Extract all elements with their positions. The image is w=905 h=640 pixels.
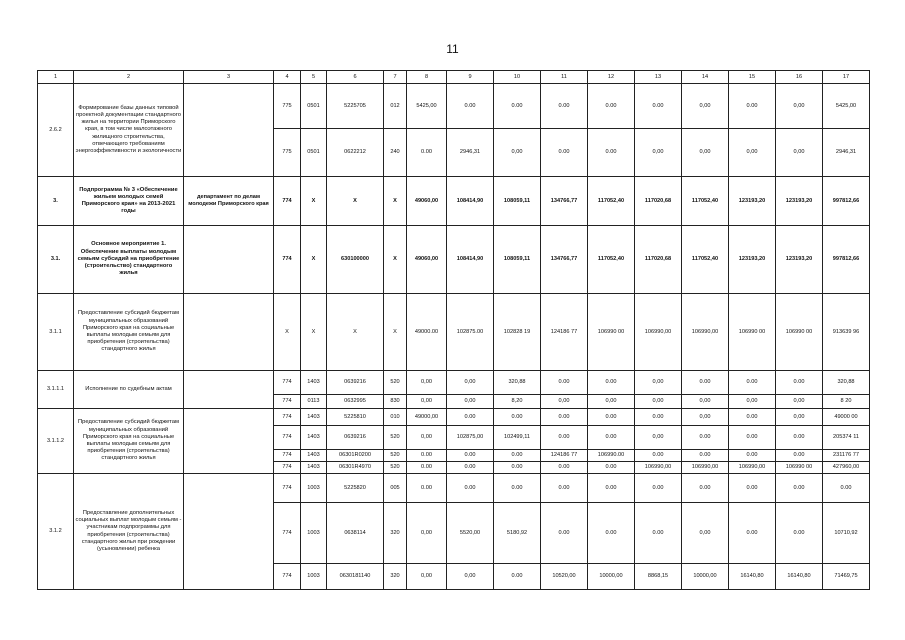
column-header: 4 <box>274 71 301 84</box>
table-cell: 0.00 <box>447 84 494 129</box>
table-cell: 0,00 <box>635 395 682 409</box>
table-cell: 102875,00 <box>447 426 494 450</box>
table-cell: 012 <box>384 84 407 129</box>
table-row <box>38 177 870 226</box>
table-row <box>38 371 870 395</box>
table-row <box>38 474 870 503</box>
table-cell: 10710,92 <box>823 503 870 564</box>
table-cell: 775 <box>274 84 301 129</box>
table-cell: 0.00 <box>541 409 588 426</box>
column-header: 11 <box>541 71 588 84</box>
table-cell: 0.00 <box>776 474 823 503</box>
table-cell: 0.00 <box>776 503 823 564</box>
table-cell: 0.00 <box>541 84 588 129</box>
table-cell: 0,00 <box>447 395 494 409</box>
table-row <box>38 294 870 371</box>
table-cell: 0.00 <box>541 462 588 474</box>
table-cell: 0.00 <box>729 409 776 426</box>
table-cell: 0.00 <box>494 564 541 590</box>
table-cell: 102875.00 <box>447 294 494 371</box>
table-cell: 0.00 <box>729 84 776 129</box>
table-cell: 0,00 <box>494 129 541 177</box>
page-number: 11 <box>446 42 459 56</box>
row-number: 3.1. <box>38 226 74 294</box>
table-cell: 0.00 <box>447 462 494 474</box>
table-cell: 0,00 <box>682 409 729 426</box>
table-cell: 0622212 <box>327 129 384 177</box>
table-cell: 774 <box>274 564 301 590</box>
table-cell: 0.00 <box>635 474 682 503</box>
row-department <box>184 474 274 590</box>
table-cell: 774 <box>274 426 301 450</box>
row-number: 2.6.2 <box>38 84 74 177</box>
table-cell: 0,00 <box>729 129 776 177</box>
table-cell: 0,00 <box>407 503 447 564</box>
table-cell: X <box>384 294 407 371</box>
table-cell: 06301R0200 <box>327 450 384 462</box>
budget-table-body <box>38 71 870 590</box>
table-cell: 106990.00 <box>588 450 635 462</box>
table-cell: 0.00 <box>541 474 588 503</box>
table-cell: 49060,00 <box>407 226 447 294</box>
column-header: 17 <box>823 71 870 84</box>
table-cell: 0,00 <box>635 426 682 450</box>
table-cell: 5225820 <box>327 474 384 503</box>
table-cell: 0.00 <box>729 474 776 503</box>
table-cell: 123193,20 <box>729 226 776 294</box>
table-cell: 520 <box>384 371 407 395</box>
table-cell: 2946,31 <box>823 129 870 177</box>
table-cell: 520 <box>384 450 407 462</box>
table-cell: 5180,92 <box>494 503 541 564</box>
table-cell: 0,00 <box>447 371 494 395</box>
table-cell: 0,00 <box>682 503 729 564</box>
row-number: 3.1.1 <box>38 294 74 371</box>
table-cell: 320,88 <box>823 371 870 395</box>
table-cell: 0.00 <box>588 129 635 177</box>
column-header: 8 <box>407 71 447 84</box>
table-cell: 0.00 <box>635 409 682 426</box>
table-cell: 106990,00 <box>729 462 776 474</box>
table-cell: 106990,00 <box>682 462 729 474</box>
table-cell: 106990 00 <box>588 294 635 371</box>
table-cell: 0.00 <box>407 462 447 474</box>
table-cell: 775 <box>274 129 301 177</box>
table-cell: 0.00 <box>729 371 776 395</box>
table-cell: 997812,66 <box>823 177 870 226</box>
row-description: Предоставление дополнительных социальных выплат молодым семьям - участникам подпрограммы для приобретения (строительства) стандартного жилья при рождении (усыновлении) ребенка <box>74 474 184 590</box>
column-header: 3 <box>184 71 274 84</box>
table-cell: 0.00 <box>541 129 588 177</box>
table-cell: 1403 <box>301 462 327 474</box>
column-header: 14 <box>682 71 729 84</box>
table-cell: 0.00 <box>588 84 635 129</box>
table-cell: 1403 <box>301 426 327 450</box>
table-row <box>38 84 870 129</box>
table-cell: 0,00 <box>541 395 588 409</box>
row-description: Предоставление субсидий бюджетам муниципальных образований Приморского края на социальные выплаты молодым семьям для приобретения (строительства) стандартного жилья <box>74 294 184 371</box>
table-cell: 1003 <box>301 474 327 503</box>
table-cell: 774 <box>274 395 301 409</box>
table-cell: 5225810 <box>327 409 384 426</box>
table-cell: 49060,00 <box>407 177 447 226</box>
table-cell: 1403 <box>301 371 327 395</box>
table-cell: 108414,90 <box>447 177 494 226</box>
table-cell: 124186 77 <box>541 450 588 462</box>
table-cell: 0501 <box>301 129 327 177</box>
column-header: 5 <box>301 71 327 84</box>
table-cell: 106990 00 <box>776 462 823 474</box>
table-cell: 0.00 <box>776 450 823 462</box>
table-cell: 123193,20 <box>776 177 823 226</box>
table-cell: 0.00 <box>588 503 635 564</box>
row-description: Предоставление субсидий бюджетам муниципальных образований Приморского края на социальные выплаты молодым семьям для приобретения (строительства) стандартного жилья <box>74 409 184 474</box>
table-cell: 774 <box>274 371 301 395</box>
table-cell: 0.00 <box>407 450 447 462</box>
row-number: 3.1.1.2 <box>38 409 74 474</box>
table-cell: 0630181140 <box>327 564 384 590</box>
table-cell: X <box>327 294 384 371</box>
table-cell: 108059,11 <box>494 177 541 226</box>
table-cell: 10000,00 <box>588 564 635 590</box>
table-cell: 5425,00 <box>823 84 870 129</box>
table-cell: 123193,20 <box>729 177 776 226</box>
table-cell: 8 20 <box>823 395 870 409</box>
row-department <box>184 226 274 294</box>
table-cell: 005 <box>384 474 407 503</box>
table-cell: 1003 <box>301 503 327 564</box>
table-cell: 774 <box>274 503 301 564</box>
table-cell: X <box>274 294 301 371</box>
column-header: 13 <box>635 71 682 84</box>
table-cell: X <box>301 177 327 226</box>
table-cell: 10520,00 <box>541 564 588 590</box>
table-cell: 0.00 <box>447 409 494 426</box>
table-cell: 0,00 <box>447 564 494 590</box>
table-cell: 010 <box>384 409 407 426</box>
table-cell: 774 <box>274 474 301 503</box>
column-header: 6 <box>327 71 384 84</box>
table-cell: 0,00 <box>635 371 682 395</box>
table-cell: 0,00 <box>776 84 823 129</box>
table-cell: 774 <box>274 226 301 294</box>
table-cell: 106990,00 <box>635 462 682 474</box>
table-cell: 0,00 <box>682 84 729 129</box>
table-cell: X <box>327 177 384 226</box>
column-header: 16 <box>776 71 823 84</box>
row-number: 3. <box>38 177 74 226</box>
table-cell: 830 <box>384 395 407 409</box>
table-row <box>38 226 870 294</box>
table-cell: 0632995 <box>327 395 384 409</box>
column-header: 9 <box>447 71 494 84</box>
table-cell: 0.00 <box>682 426 729 450</box>
table-cell: 774 <box>274 409 301 426</box>
table-cell: X <box>301 294 327 371</box>
table-cell: 0.00 <box>494 409 541 426</box>
table-cell: 117052,40 <box>682 177 729 226</box>
table-cell: 913639 96 <box>823 294 870 371</box>
table-cell: 8,20 <box>494 395 541 409</box>
row-number: 3.1.2 <box>38 474 74 590</box>
table-cell: 49000.00 <box>407 294 447 371</box>
table-cell: 0.00 <box>682 474 729 503</box>
header-row <box>38 71 870 84</box>
table-cell: 0,00 <box>407 395 447 409</box>
table-cell: 0.00 <box>588 409 635 426</box>
row-number: 3.1.1.1 <box>38 371 74 409</box>
table-cell: 0.00 <box>823 474 870 503</box>
table-cell: 1403 <box>301 450 327 462</box>
table-cell: 997812,66 <box>823 226 870 294</box>
table-cell: 117020,68 <box>635 177 682 226</box>
table-cell: 774 <box>274 177 301 226</box>
table-cell: 106990 00 <box>776 294 823 371</box>
row-department: департамент по делам молодежи Приморского края <box>184 177 274 226</box>
table-cell: 0.00 <box>588 474 635 503</box>
table-cell: 134766,77 <box>541 177 588 226</box>
table-cell: 0.00 <box>447 450 494 462</box>
row-description: Формирование базы данных типовой проектной документации стандартного жилья на территории Приморского края, в том числе малоэтажного жилищного строительства, отвечающего требованиям энергоэффективности и экологичности <box>74 84 184 177</box>
table-cell: 0,00 <box>776 409 823 426</box>
table-cell: 134766,77 <box>541 226 588 294</box>
table-cell: 0113 <box>301 395 327 409</box>
table-cell: 520 <box>384 426 407 450</box>
row-department <box>184 371 274 409</box>
table-cell: 240 <box>384 129 407 177</box>
table-cell: 0.00 <box>729 503 776 564</box>
table-cell: 0.00 <box>588 462 635 474</box>
column-header: 12 <box>588 71 635 84</box>
table-cell: 5520,00 <box>447 503 494 564</box>
table-cell: 0501 <box>301 84 327 129</box>
table-cell: 06301R4970 <box>327 462 384 474</box>
table-cell: 106990,00 <box>682 294 729 371</box>
column-header: 1 <box>38 71 74 84</box>
table-cell: 123193,20 <box>776 226 823 294</box>
table-cell: 0,00 <box>682 395 729 409</box>
table-cell: 1403 <box>301 409 327 426</box>
column-header: 7 <box>384 71 407 84</box>
table-cell: 117052,40 <box>588 177 635 226</box>
table-cell: 0,00 <box>682 129 729 177</box>
table-cell: 117020,68 <box>635 226 682 294</box>
table-cell: 0.00 <box>588 371 635 395</box>
table-cell: 0.00 <box>407 474 447 503</box>
table-cell: 0,00 <box>729 395 776 409</box>
table-cell: 117052,40 <box>588 226 635 294</box>
table-cell: 320 <box>384 503 407 564</box>
table-cell: 102828 19 <box>494 294 541 371</box>
table-cell: 0.00 <box>682 371 729 395</box>
table-cell: 0.00 <box>541 426 588 450</box>
table-cell: 0,00 <box>635 129 682 177</box>
table-cell: 320,88 <box>494 371 541 395</box>
row-department <box>184 294 274 371</box>
table-cell: 0.00 <box>635 503 682 564</box>
table-cell: 106990,00 <box>635 294 682 371</box>
table-cell: 0,00 <box>407 371 447 395</box>
table-cell: 49000,00 <box>407 409 447 426</box>
table-cell: 16140,80 <box>776 564 823 590</box>
table-cell: 0639216 <box>327 426 384 450</box>
table-cell: 0.00 <box>588 426 635 450</box>
table-cell: 0.00 <box>494 84 541 129</box>
row-description: Подпрограмма № 3 «Обеспечение жильем молодых семей Приморского края» на 2013-2021 годы <box>74 177 184 226</box>
table-cell: 102499,11 <box>494 426 541 450</box>
table-cell: 0.00 <box>729 426 776 450</box>
row-department <box>184 409 274 474</box>
table-cell: 106990 00 <box>729 294 776 371</box>
table-cell: 0.00 <box>682 450 729 462</box>
table-cell: 0.00 <box>494 462 541 474</box>
table-cell: 0.00 <box>635 84 682 129</box>
table-cell: 108059,11 <box>494 226 541 294</box>
table-cell: 0.00 <box>494 474 541 503</box>
table-cell: 5225705 <box>327 84 384 129</box>
table-cell: 205374 11 <box>823 426 870 450</box>
table-cell: 0,00 <box>588 395 635 409</box>
table-cell: 16140,80 <box>729 564 776 590</box>
table-cell: 0.00 <box>447 474 494 503</box>
row-department <box>184 84 274 177</box>
table-cell: 0.00 <box>541 371 588 395</box>
table-cell: 0639216 <box>327 371 384 395</box>
column-header: 10 <box>494 71 541 84</box>
table-cell: 1003 <box>301 564 327 590</box>
table-cell: 0.00 <box>776 371 823 395</box>
table-cell: 108414,90 <box>447 226 494 294</box>
table-cell: 630100000 <box>327 226 384 294</box>
table-cell: 2946,31 <box>447 129 494 177</box>
table-cell: 49000 00 <box>823 409 870 426</box>
column-header: 15 <box>729 71 776 84</box>
table-cell: 0.00 <box>635 450 682 462</box>
table-cell: X <box>384 177 407 226</box>
row-description: Основное мероприятие 1. Обеспечение выплаты молодым семьям субсидий на приобретение (строительство) стандартного жилья <box>74 226 184 294</box>
table-cell: 0638114 <box>327 503 384 564</box>
table-cell: 774 <box>274 450 301 462</box>
table-cell: 320 <box>384 564 407 590</box>
table-row <box>38 409 870 426</box>
table-cell: 0,00 <box>776 129 823 177</box>
table-cell: 124186 77 <box>541 294 588 371</box>
column-header: 2 <box>74 71 184 84</box>
table-cell: 0.00 <box>494 450 541 462</box>
table-cell: 71469,75 <box>823 564 870 590</box>
table-cell: X <box>384 226 407 294</box>
table-cell: 8868,15 <box>635 564 682 590</box>
table-cell: 0,00 <box>407 564 447 590</box>
budget-table <box>37 70 870 590</box>
table-cell: 5425,00 <box>407 84 447 129</box>
table-cell: 774 <box>274 462 301 474</box>
row-description: Исполнение по судебным актам <box>74 371 184 409</box>
table-cell: 0.00 <box>407 129 447 177</box>
table-cell: 427960,00 <box>823 462 870 474</box>
table-cell: 0.00 <box>729 450 776 462</box>
table-cell: X <box>301 226 327 294</box>
table-cell: 0.00 <box>541 503 588 564</box>
table-cell: 231176 77 <box>823 450 870 462</box>
table-cell: 0.00 <box>776 426 823 450</box>
table-cell: 117052,40 <box>682 226 729 294</box>
table-cell: 0,00 <box>776 395 823 409</box>
table-cell: 0,00 <box>407 426 447 450</box>
table-cell: 10000,00 <box>682 564 729 590</box>
table-cell: 520 <box>384 462 407 474</box>
